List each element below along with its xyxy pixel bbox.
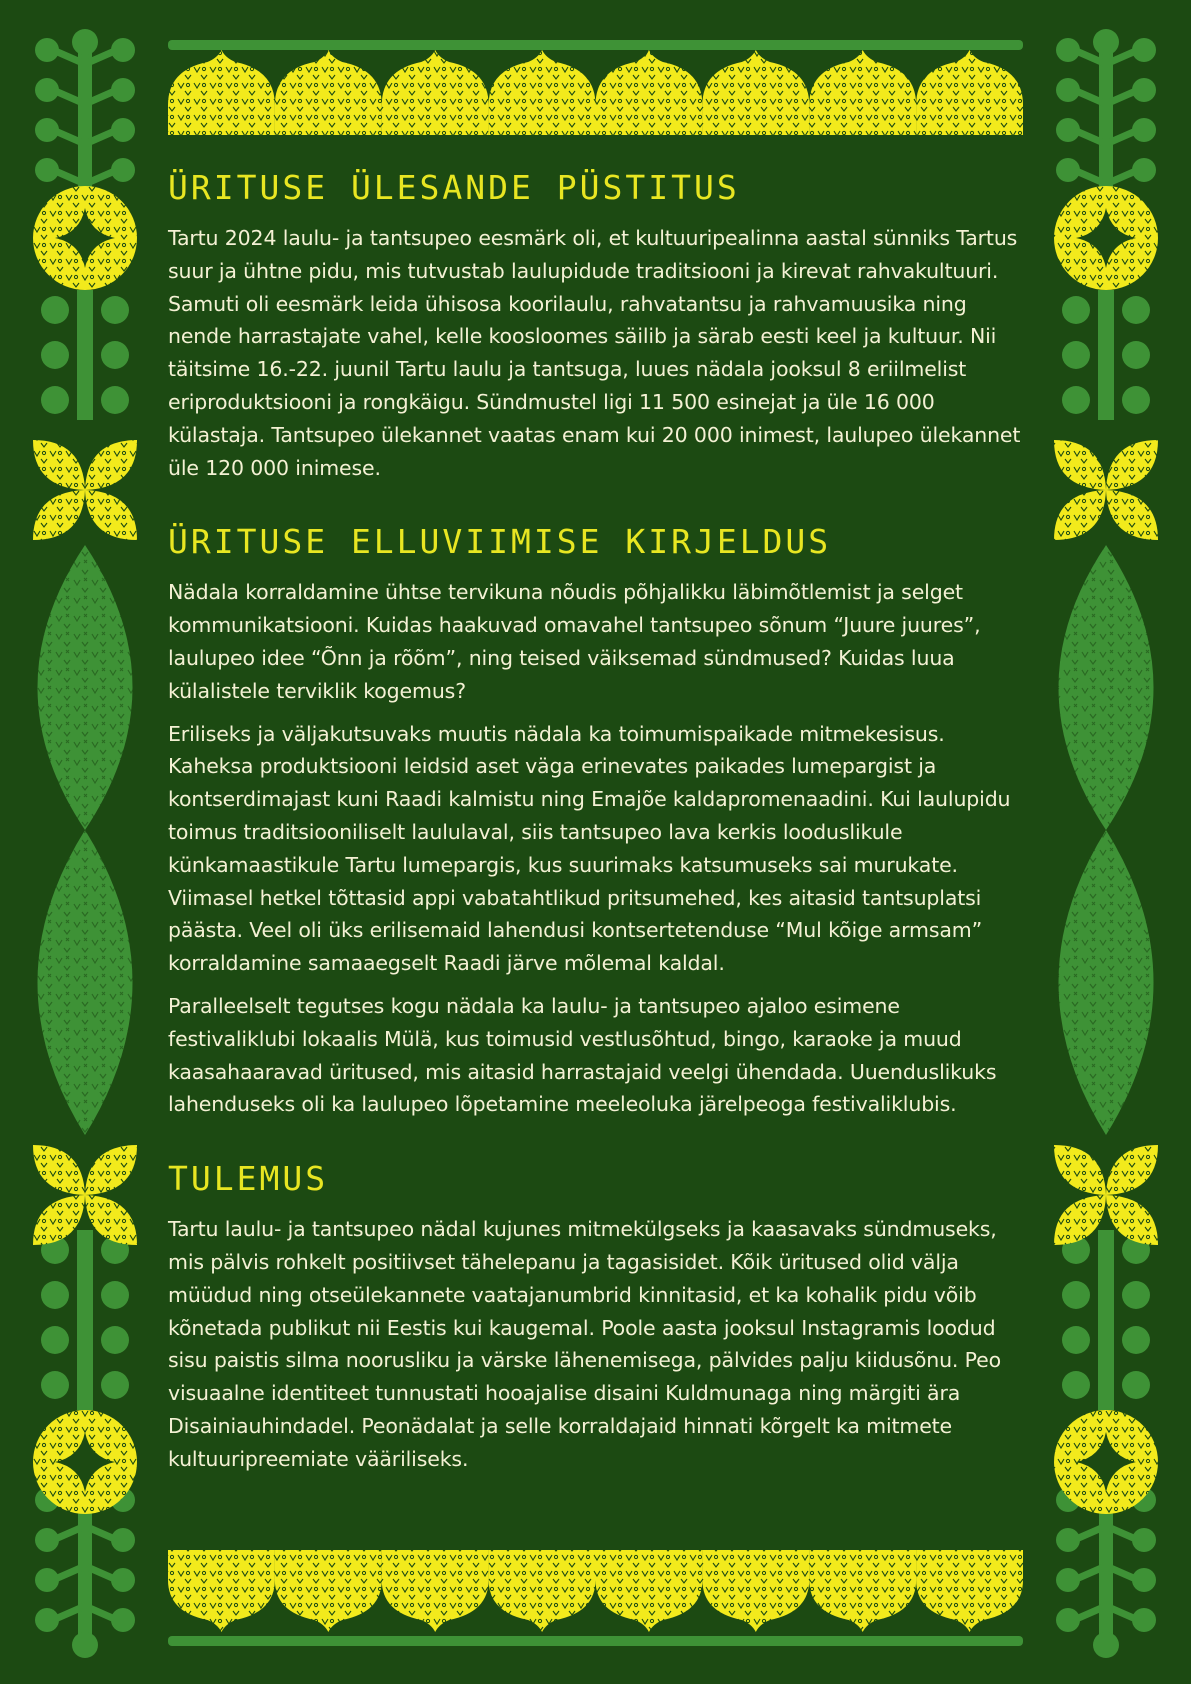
paragraph: Nädala korraldamine ühtse tervikuna nõudis põhjalikku läbimõtlemist ja selget kommunikatsiooni. Kuidas haakuvad omavahel tantsupeo sõnum “Juure juures”, laulupeo idee “Õnn ja rõõm”, ning teised väiksemad sündmused? Kuidas luua külalistele terviklik kogemus?	[168, 580, 981, 703]
paragraph: Tartu 2024 laulu- ja tantsupeo eesmärk oli, et kultuuripealinna aastal sünniks Tartus suur ja ühtne pidu, mis tutvustab laulupidude traditsiooni ja kirevat rahvakultuuri. Samuti oli eesmärk leida ühisosa koorilaulu, rahvatantsu ja rahvamuusika ning nende harrastajate vahel, kelle koosloomes säilib ja särab eesti keel ja kultuur. Nii täitsime 16.-22. juunil Tartu laulu ja tantsuga, luues nädala jooksul 8 eriilmelist eriproduktsiooni ja rongkäigu. Sündmustel ligi 11 500 esinejat ja üle 16 000 külastaja. Tantsupeo ülekannet vaatas enam kui 20 000 inimest, laulupeo ülekannet üle 120 000 inimese.	[168, 226, 1021, 480]
paragraph: Paralleelselt tegutses kogu nädala ka laulu- ja tantsupeo ajaloo esimene festivaliklubi lokaalis Mülä, kus toimusid vestlusõhtud, bingo, karaoke ja muud kaasahaaravad üritused, mis aitasid harrastajaid veelgi ühendada. Uuenduslikuks lahenduseks oli ka laulupeo lõpetamine meeleoluka järelpeoga festivaliklubis.	[168, 993, 997, 1117]
right-border-pattern	[1054, 29, 1158, 1658]
section-heading: ÜRITUSE ELLUVIIMISE KIRJELDUS	[168, 522, 832, 562]
section-heading: ÜRITUSE ÜLESANDE PÜSTITUS	[168, 168, 740, 207]
section-result	[168, 1159, 1028, 1475]
section-heading: TULEMUS	[168, 1159, 329, 1199]
bottom-border-pattern	[168, 1550, 1023, 1646]
paragraph: Tartu laulu- ja tantsupeo nädal kujunes mitmekülgseks ja kaasavaks sündmuseks, mis pälvis rohkelt positiivset tähelepanu ja tagasisidet. Kõik üritused olid välja müüdud ning otseülekannete vaatajanumbrid kinnitasid, et ka kohalik pidu võib kõnetada publikut nii Eestis kui kaugemal. Poole aasta jooksul Instagramis loodud sisu paistis silma noorusliku ja värske lähenemisega, pälvides palju kiidusõnu. Peo visuaalne identiteet tunnustati hooajalise disaini Kuldmunaga ning märgiti ära Disainiauhindadel. Peonädalat ja selle korraldajaid hinnati kõrgelt ka mitmete kultuuripreemiate vääriliseks.	[168, 1217, 1002, 1471]
main-content	[168, 168, 1028, 1514]
section-task	[168, 168, 1028, 484]
section-implementation	[168, 522, 1028, 1121]
top-border-pattern	[168, 40, 1023, 135]
paragraph: Eriliseks ja väljakutsuvaks muutis nädala ka toimumispaikade mitmekesisus. Kaheksa produktsiooni leidsid aset väga erinevates paikades lumepargist ja kontserdimajast kuni Raadi kalmistu ning Emajõe kaldapromenaadini. Kui laulupidu toimus traditsiooniliselt laululaval, siis tantsupeo lava kerkis looduslikule künkamaastikule Tartu lumepargis, kus suurimaks katsumuseks sai murukate. Viimasel hetkel tõttasid appi vabatahtlikud pritsumehed, kes aitasid tantsuplatsi päästa. Veel oli üks erilisemaid lahendusi kontsertetenduse “Mul kõige armsam” korraldamine samaaegselt Raadi järve mõlemal kaldal.	[168, 721, 1011, 976]
left-border-pattern	[33, 29, 137, 1658]
